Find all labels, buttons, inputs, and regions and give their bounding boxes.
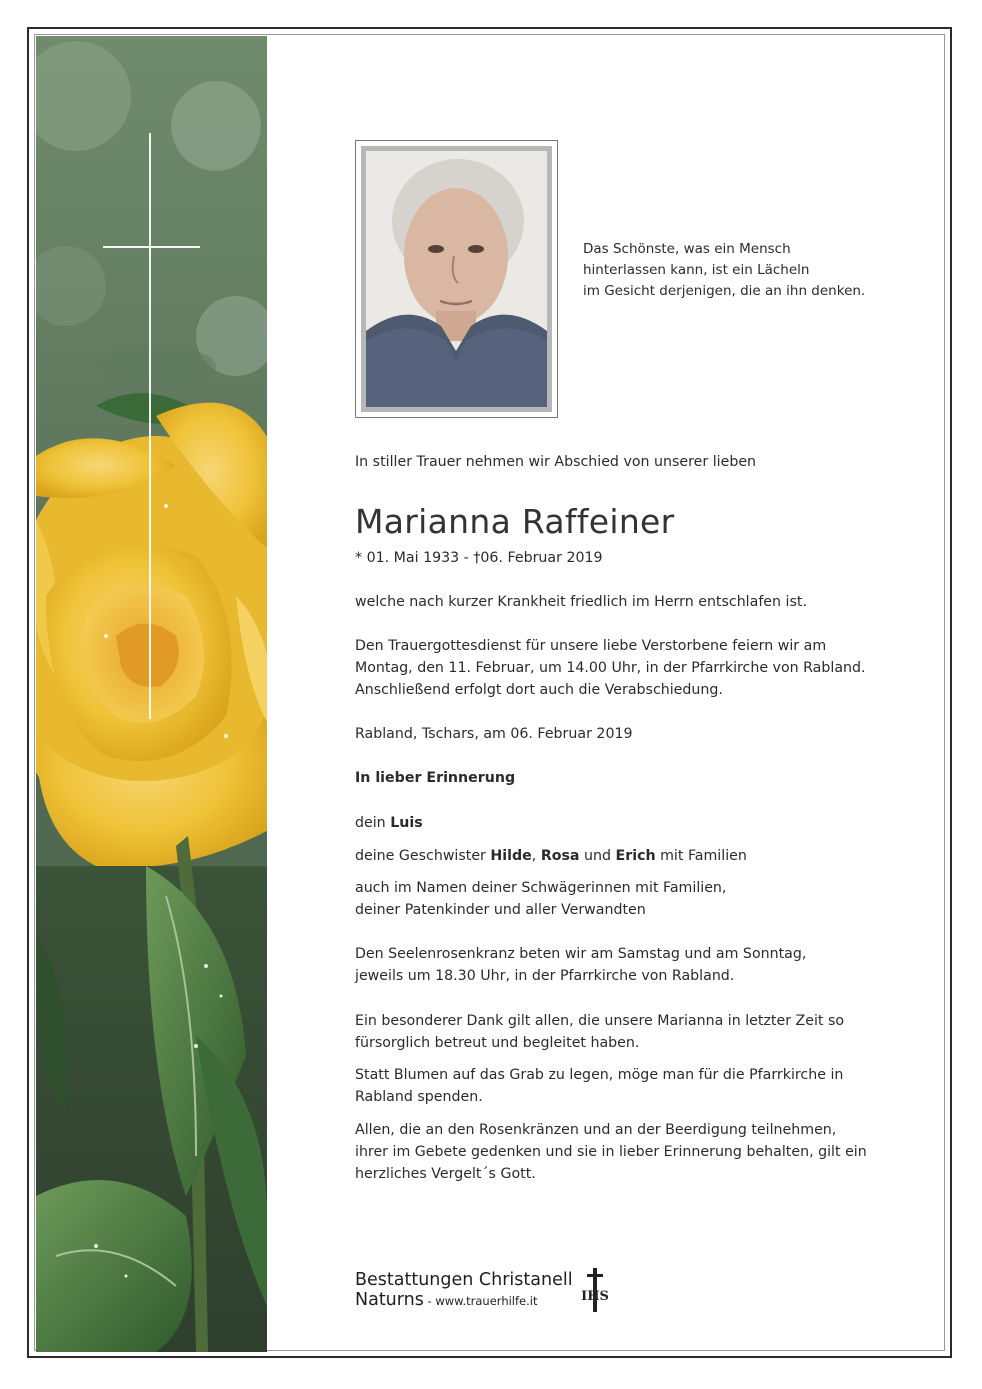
closing-line: herzliches Vergelt´s Gott.: [355, 1166, 536, 1182]
funeral-home-website: - www.trauerhilfe.it: [423, 1294, 538, 1308]
life-dates: * 01. Mai 1933 - †06. Februar 2019: [355, 550, 603, 566]
intro-text: In stiller Trauer nehmen wir Abschied von unserer lieben: [355, 454, 757, 470]
thanks-line: Ein besonderer Dank gilt allen, die unsere Marianna in letzter Zeit so: [355, 1013, 845, 1029]
closing-line: ihrer im Gebete gedenken und sie in lieber Erinnerung behalten, gilt ein: [355, 1144, 867, 1160]
cross-icon-horizontal: [103, 246, 200, 248]
logo-text: IHS: [581, 1289, 609, 1304]
mourner-name: Hilde: [490, 848, 532, 864]
mourner-line: deiner Patenkinder und aller Verwandten: [355, 902, 646, 918]
portrait-frame: [355, 140, 558, 418]
funeral-home-town: Naturns: [355, 1290, 424, 1310]
rose-panel: [36, 36, 267, 1352]
ihs-cross-logo-icon: [580, 1268, 610, 1312]
quote: [583, 239, 913, 302]
mourner-line: auch im Namen deiner Schwägerinnen mit Familien,: [355, 880, 727, 896]
quote-line: im Gesicht derjenigen, die an ihn denken.: [583, 283, 866, 299]
place-date: Rabland, Tschars, am 06. Februar 2019: [355, 726, 633, 742]
mourner-name: Rosa: [540, 848, 580, 864]
cross-icon-vertical: [149, 133, 151, 719]
mourner-line: [355, 812, 423, 834]
death-note: welche nach kurzer Krankheit friedlich im Herrn entschlafen ist.: [355, 594, 807, 610]
deceased-name: Marianna Raffeiner: [355, 502, 675, 541]
thanks-line: fürsorglich betreut und begleitet haben.: [355, 1035, 640, 1051]
mourner-name: Luis: [390, 815, 423, 831]
mourner-prefix: deine Geschwister: [355, 848, 491, 864]
flowers-line: Rabland spenden.: [355, 1089, 483, 1105]
closing-line: Allen, die an den Rosenkränzen und an der Beerdigung teilnehmen,: [355, 1122, 837, 1138]
mourner-separator: ,: [531, 848, 541, 864]
mourner-prefix: dein: [355, 815, 391, 831]
rosary-line: Den Seelenrosenkranz beten wir am Samstag und am Sonntag,: [355, 946, 807, 962]
mourner-name: Erich: [615, 848, 656, 864]
quote-line: Das Schönste, was ein Mensch: [583, 241, 791, 257]
flowers-line: Statt Blumen auf das Grab zu legen, möge man für die Pfarrkirche in: [355, 1067, 844, 1083]
memory-heading: In lieber Erinnerung: [355, 770, 516, 786]
rosary-line: jeweils um 18.30 Uhr, in der Pfarrkirche von Rabland.: [355, 968, 735, 984]
portrait-photo: [366, 151, 547, 407]
quote-line: hinterlassen kann, ist ein Lächeln: [583, 262, 810, 278]
yellow-rose-image: [36, 36, 267, 1352]
funeral-home-name: Bestattungen Christanell: [355, 1270, 573, 1290]
funeral-home-location: [355, 1290, 538, 1310]
service-line: Den Trauergottesdienst für unsere liebe Verstorbene feiern wir am: [355, 638, 827, 654]
mourner-suffix: mit Familien: [655, 848, 747, 864]
mourner-line: [355, 845, 747, 867]
mourner-separator: und: [579, 848, 616, 864]
service-line: Montag, den 11. Februar, um 14.00 Uhr, in der Pfarrkirche von Rabland.: [355, 660, 866, 676]
service-line: Anschließend erfolgt dort auch die Verabschiedung.: [355, 682, 723, 698]
